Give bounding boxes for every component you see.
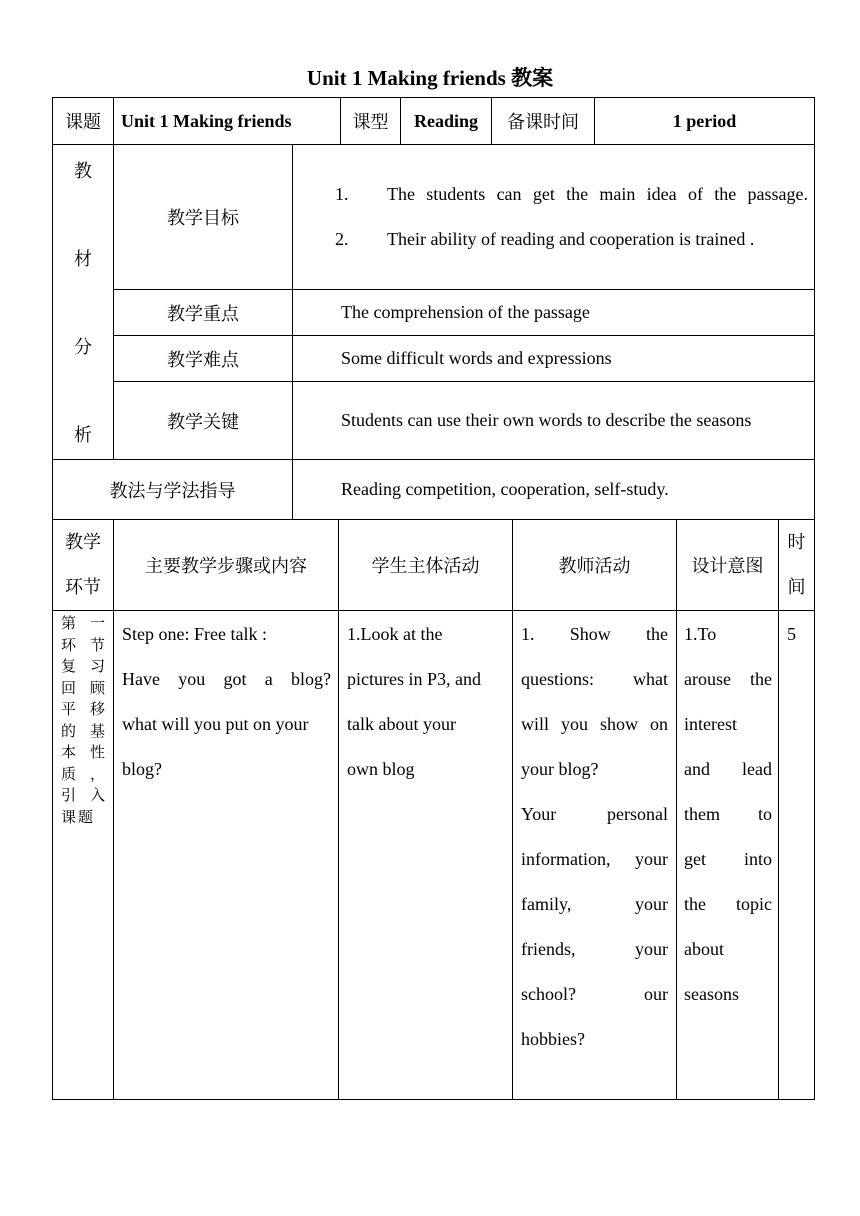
teaching-steps-table bbox=[52, 519, 815, 1100]
method-value: Reading competition, cooperation, self-study. bbox=[293, 460, 815, 520]
teacher-activity-cell: 1. Show the questions: what will you show on your blog? Your personal information, your family, your friends, your school? our hobbies? bbox=[513, 611, 677, 1100]
teaching-goals-value bbox=[293, 145, 815, 290]
page-title: Unit 1 Making friends 教案 bbox=[306, 66, 554, 90]
analysis-char: 材 bbox=[74, 249, 92, 270]
lesson-info-table bbox=[52, 97, 815, 520]
teaching-focus-value: The comprehension of the passage bbox=[293, 290, 815, 336]
goal-item: 1. The students can get the main idea of the passage. bbox=[335, 184, 808, 204]
subject-value: Unit 1 Making friends bbox=[114, 98, 341, 145]
col-steps-header: 主要教学步骤或内容 bbox=[114, 520, 339, 611]
teaching-key-value: Students can use their own words to describe the seasons bbox=[293, 382, 815, 460]
type-value: Reading bbox=[401, 98, 492, 145]
col-time-header: 时 间 bbox=[779, 520, 815, 611]
analysis-char: 教 bbox=[74, 161, 92, 182]
col-stage-header: 教学 环节 bbox=[53, 520, 114, 611]
teaching-difficulty-label: 教学难点 bbox=[114, 336, 293, 382]
student-activity-cell: 1.Look at the pictures in P3, and talk about your own blog bbox=[339, 611, 513, 1100]
goal-item: 2. Their ability of reading and cooperation is trained . bbox=[335, 229, 755, 249]
teaching-goals-label: 教学目标 bbox=[114, 145, 293, 290]
stage-cell: 第一环节复习回顾平移的基本性质，引入课题 bbox=[53, 611, 114, 1100]
steps-cell: Step one: Free talk : Have you got a blog? what will you put on your blog? bbox=[114, 611, 339, 1100]
col-design-header: 设计意图 bbox=[677, 520, 779, 611]
prep-time-label: 备课时间 bbox=[492, 98, 595, 145]
period-value: 1 period bbox=[595, 98, 815, 145]
analysis-char: 分 bbox=[74, 337, 92, 358]
textbook-analysis-label bbox=[53, 145, 114, 460]
method-label: 教法与学法指导 bbox=[53, 460, 293, 520]
teaching-focus-label: 教学重点 bbox=[114, 290, 293, 336]
col-teacher-header: 教师活动 bbox=[513, 520, 677, 611]
design-intent-cell: 1.To arouse the interest and lead them to get into the topic about seasons bbox=[677, 611, 779, 1100]
type-label: 课型 bbox=[341, 98, 401, 145]
subject-label: 课题 bbox=[53, 98, 114, 145]
teaching-key-label: 教学关键 bbox=[114, 382, 293, 460]
analysis-char: 析 bbox=[74, 425, 92, 446]
col-student-header: 学生主体活动 bbox=[339, 520, 513, 611]
teaching-difficulty-value: Some difficult words and expressions bbox=[293, 336, 815, 382]
time-cell: 5 bbox=[779, 611, 815, 1100]
